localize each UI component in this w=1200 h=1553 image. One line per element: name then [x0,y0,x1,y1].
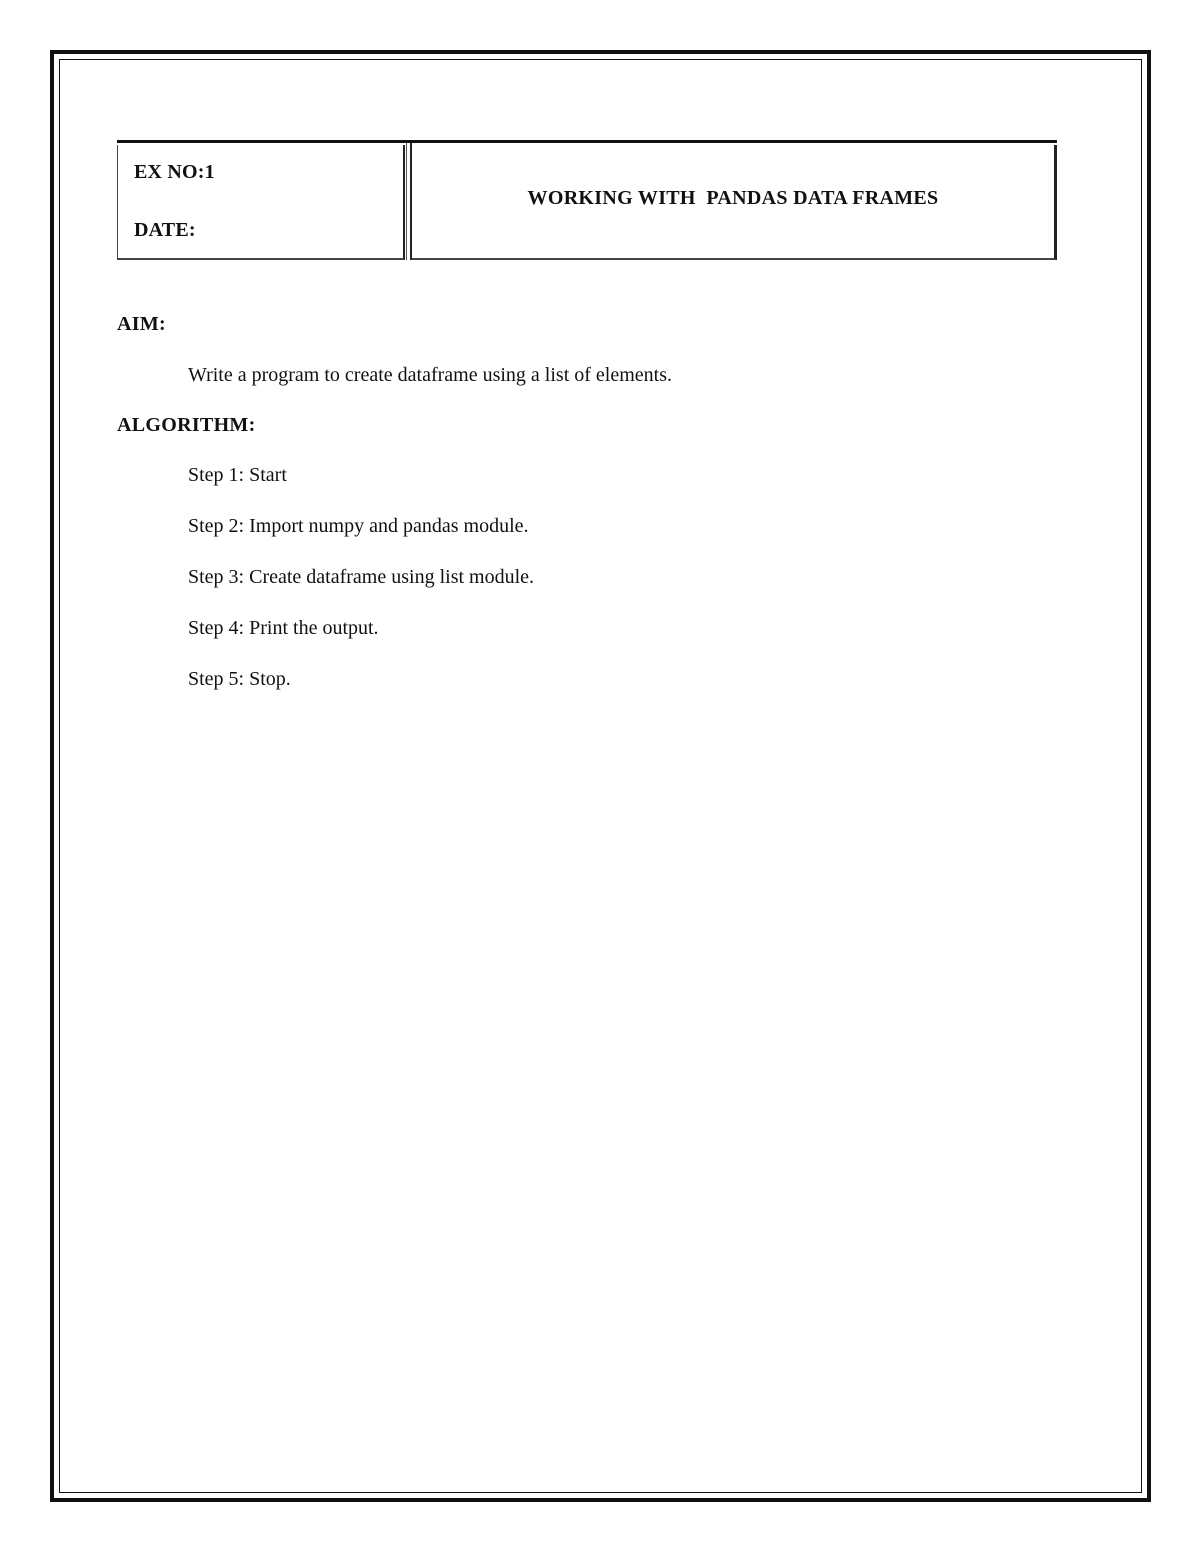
aim-text: Write a program to create dataframe using a list of elements. [188,364,672,386]
exercise-number: EX NO:1 [134,161,215,183]
algorithm-step: Step 3: Create dataframe using list module. [188,566,535,588]
algorithm-step: Step 1: Start [188,464,287,486]
date-label: DATE: [134,219,196,241]
header-table [117,140,1057,260]
page-border-inner [59,59,1142,1493]
algorithm-step: Step 4: Print the output. [188,617,379,639]
algorithm-step: Step 5: Stop. [188,668,291,690]
aim-heading: AIM: [117,313,166,335]
algorithm-step: Step 2: Import numpy and pandas module. [188,515,529,537]
exercise-title: WORKING WITH PANDAS DATA FRAMES [527,187,939,209]
header-top-rule [117,140,1057,143]
header-info-cell [117,145,405,260]
header-title-cell [412,145,1057,260]
algorithm-heading: ALGORITHM: [117,414,256,436]
